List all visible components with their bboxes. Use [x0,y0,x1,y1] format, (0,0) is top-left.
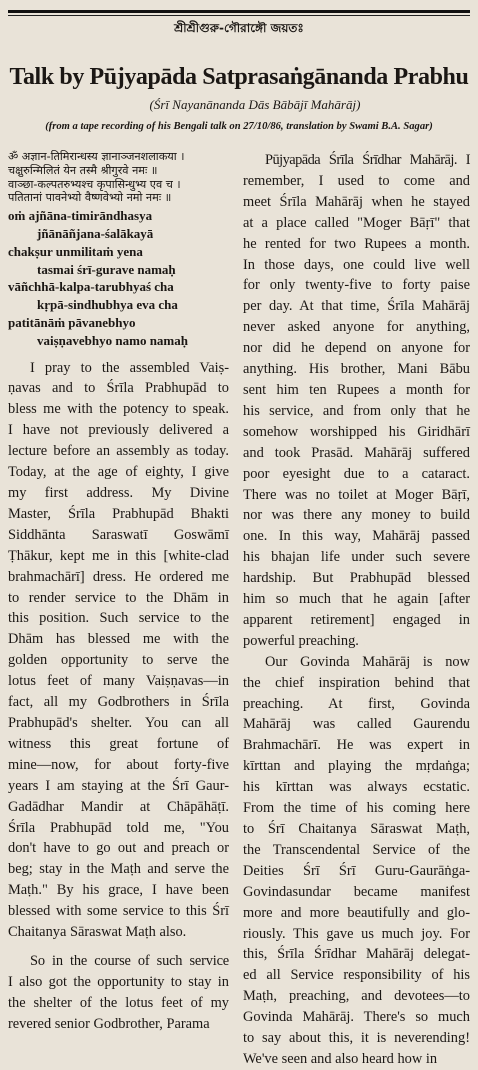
body-line: my first address. My Divine [8,485,229,501]
body-line: Prabhupād's shelter. You can all [8,714,229,731]
body-line: powerful preaching. [243,632,359,649]
body-line: apparent retirement] engaged in [243,611,470,628]
body-line: witness this great fortune of [8,735,229,752]
verse-devanagari-line: पतितानां पावनेभ्यो वैष्णवेभ्यो नमो नमः ॥ [8,191,172,205]
verse-devanagari-line: चक्षुरुन्मिलितं येन तस्मै श्रीगुरवे नमः ॥ [8,163,158,177]
body-line: Brahmachārī. He was expert in [243,737,470,754]
body-line: years I am staying at the Śrī Gaur- [8,777,229,794]
verse-roman-line: vaiṣṇavebhyo namo namaḥ [37,332,188,348]
verse-roman-line: oṁ ajñāna-timirāndhasya [8,208,153,224]
body-line: at a place called "Moger Bāṛī" that [243,214,470,231]
body-paragraph [8,951,229,1035]
body-line: Today, at the age of eighty, I give [8,464,229,481]
body-line: remember, I used to come and [243,172,470,189]
source-note: (from a tape recording of his Bengali talk on 27/10/86, translation by Swami B.A. Sagar) [45,121,433,132]
body-line: the shelter of the lotus feet of my [8,994,229,1011]
body-line: hardship. But Prabhupād blessed [243,570,470,587]
body-line: the Transcendental Service of the [243,841,470,858]
verse-roman-line: tasmai śrī-gurave namaḥ [37,261,176,277]
body-line: anything. His brother, Mani Bābu [243,361,470,378]
body-line: Govinda Mahārāj. There's so much [243,1009,470,1026]
body-line: mine—now, for about forty-five [8,756,229,773]
body-line: to render service to the Dhām in [8,589,229,606]
body-line: this position. Such service to the [8,610,229,627]
body-line: Gadādhar Mandir at Chāpāhāṭī. [8,798,229,815]
body-line: sent him ten Rupees a month for [243,381,470,398]
verse-devanagari-line: वाञ्छा-कल्पतरुभ्यश्च कृपासिन्धुभ्य एव च । [8,177,181,191]
body-line: Master, Śrīla Prabhupād Bhakti [8,505,229,522]
body-line: never asked anyone for anything, [243,319,470,336]
left-column [8,150,229,1035]
body-line: Deities Śrī Śrī Guru-Gaurāṅga- [243,862,470,879]
body-line: riously. This gave us much joy. For [243,925,470,942]
body-line: lotus feet of many Vaiṣṇavas—in [8,673,229,690]
body-line: Mahārāj was called Gaurendu [243,716,470,733]
verse-devanagari [8,150,229,205]
verse-roman-line: chakṣur unmilitaṁ yena [8,243,143,259]
body-line: Maṭh." By his grace, I have been [8,882,229,899]
body-line: one. In this way, Mahārāj passed [243,528,470,545]
top-rule-thin [8,15,470,16]
body-line: Our Govinda Mahārāj is now [265,653,470,670]
body-paragraph [243,150,470,652]
body-line: kīrttan and playing the mṛdaṅga; [243,758,470,775]
body-line: nor did he depend on anyone for [243,340,470,357]
article-title: Talk by Pūjyapāda Satprasaṅgānanda Prabhu [9,64,469,90]
article-subtitle: (Śrī Nayanānanda Dās Bābājī Mahārāj) [149,97,361,112]
body-line: There was no toilet at Moger Bāṛī, [243,486,470,503]
body-line: So in the course of such service [30,952,229,969]
body-line: for only twenty-five to forty paise [243,277,470,294]
body-line: blessed with some service to this Śrī [8,903,229,920]
body-line: don't have to go out and preach or [8,840,229,857]
body-line: Pūjyapāda Śrīla Śrīdhar Mahārāj. I [265,152,470,168]
body-line: Chaitanya Sāraswat Maṭh also. [8,924,187,941]
body-line: ed all Service responsibility of his [243,967,470,984]
body-line: bless me with the potency to speak. [8,401,229,418]
body-line: nor was there any money to build [243,507,470,524]
body-line: brahmachārī] dress. He ordered me [8,568,229,585]
body-line: meet Śrīla Mahārāj when he stayed [243,193,470,210]
right-body-text [243,150,470,1070]
body-line: revered senior Godbrother, Parama [8,1015,210,1032]
body-paragraph [8,358,229,943]
body-line: lecture before an assembly as today. [8,443,229,460]
body-line: his service, and from only that he [243,402,470,419]
body-line: I also got the opportunity to stay in [8,973,229,990]
top-rule [8,10,470,13]
body-line: I pray to the assembled Vaiṣ- [30,359,229,376]
body-line: he rented for two Rupees a month. [243,235,470,252]
body-line: preaching. At first, Govinda [243,695,470,712]
body-line: ṇavas and to Śrīla Prabhupād to [8,380,229,397]
body-line: In those days, one could live well [243,256,470,273]
verse-roman-line: kṛpā-sindhubhya eva cha [37,297,178,313]
body-line: somehow worshipped his Giridhārī [243,423,470,440]
body-line: his bhajan life under such severe [243,549,470,566]
body-line: Śrīla Prabhupād told me, "You [8,819,229,836]
verse-roman-line: jñānāñjana-śalākayā [37,225,154,241]
body-line: more and more beautifully and glo- [243,904,470,921]
body-line: Dhām has blessed me with the [8,631,229,648]
body-line: fact, all my Godbrothers in Śrīla [8,694,229,711]
body-line: poor eyesight due to a cataract. [243,465,470,482]
body-line: Siddhānta Saraswatī Goswāmī [8,526,229,543]
verse-transliteration [8,207,229,349]
body-line: him so much that he again [after [243,591,470,608]
body-line: to say about this, it is neverending! [243,1030,470,1047]
verse-roman-line: vāñchhā-kalpa-tarubhyaś cha [8,279,174,295]
body-line: his kīrttan was always ecstatic. [243,779,470,796]
right-column [243,150,470,1070]
invocation-header: শ্রীশ্রীগুরু-গৌরাঙ্গৌ জয়তঃ [174,21,304,35]
verse-roman-line: patitānāṁ pāvanebhyo [8,314,136,330]
body-line: per day. At that time, Śrīla Mahārāj [243,298,470,315]
body-line: Maṭh, preaching, and devotees—to [243,988,470,1005]
body-line: From the time of his coming here [243,800,470,817]
body-line: and took Prasād. Mahārāj suffered [243,444,470,461]
body-paragraph [243,652,470,1070]
body-line: I have not previously delivered a [8,422,229,439]
verse-devanagari-line: ॐ अज्ञान-तिमिरान्धस्य ज्ञानाञ्जनशलाकया । [8,150,185,163]
body-line: Govindasundar became manifest [243,883,470,900]
left-body-text [8,358,229,1035]
body-line: to Śrī Chaitanya Sāraswat Maṭh, [243,821,470,837]
body-line: the chief inspiration behind that [243,674,470,691]
body-line: golden opportunity to serve the [8,652,229,669]
body-line: We've seen and also heard how in [243,1050,438,1067]
body-line: this, Śrīla Śrīdhar Mahārāj delegat- [243,946,470,963]
body-line: beg; stay in the Maṭh and serve the [8,861,229,878]
body-line: Ṭhākur, kept me in this [white-clad [8,547,229,564]
